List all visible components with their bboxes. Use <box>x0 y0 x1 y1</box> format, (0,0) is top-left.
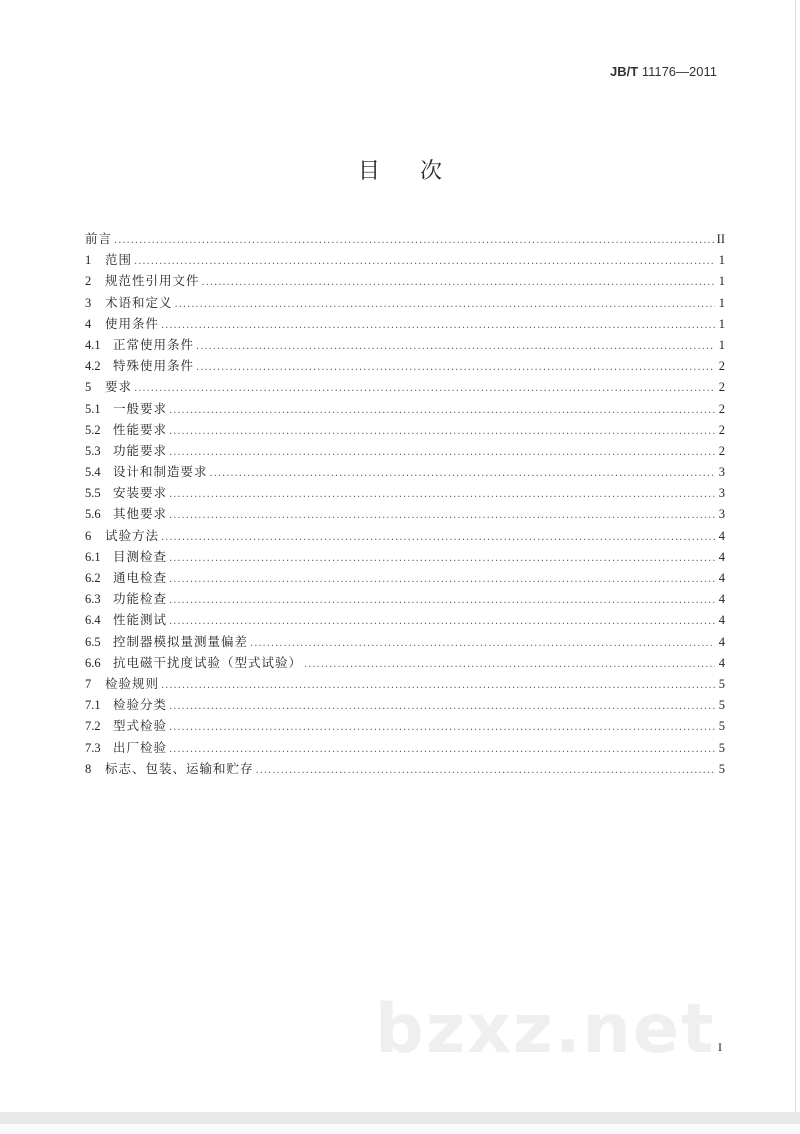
dot-leader <box>169 421 715 442</box>
toc-entry-page: 4 <box>718 592 725 607</box>
standard-prefix: JB/T <box>610 64 639 79</box>
dot-leader <box>161 527 715 548</box>
toc-entry-page: 1 <box>718 253 725 268</box>
toc-entry[interactable] <box>85 609 725 630</box>
toc-entry-number: 4.2 <box>85 359 101 374</box>
toc-entry-label: 性能测试 <box>113 612 168 628</box>
toc-entry-label: 前言 <box>85 231 113 246</box>
toc-entry-number: 7.1 <box>85 698 101 713</box>
toc-entry-label: 出厂检验 <box>113 739 168 755</box>
toc-entry-label: 试验方法 <box>105 527 160 543</box>
toc-entry-page: 2 <box>718 443 725 458</box>
page-separator <box>0 1112 800 1124</box>
dot-leader <box>196 357 715 378</box>
toc-entry[interactable] <box>85 461 725 482</box>
dot-leader <box>161 315 715 336</box>
toc-entry-page: 1 <box>718 337 725 352</box>
toc-entry-page: 2 <box>718 359 725 374</box>
toc-entry-page: 5 <box>718 719 725 734</box>
toc-entry-label: 抗电磁干扰度试验（型式试验） <box>113 654 303 670</box>
toc-entry-label: 安装要求 <box>113 485 168 501</box>
toc-entry-page: 1 <box>718 295 725 310</box>
toc-entry-number: 4.1 <box>85 337 101 352</box>
table-of-contents <box>85 228 725 779</box>
dot-leader <box>169 611 715 632</box>
toc-entry-page: 3 <box>718 465 725 480</box>
toc-entry[interactable] <box>85 737 725 758</box>
toc-entry-number: 6.3 <box>85 592 101 607</box>
toc-entry-number: 3 <box>85 295 92 310</box>
dot-leader <box>210 463 715 484</box>
toc-entry[interactable] <box>85 694 725 715</box>
dot-leader <box>169 717 715 738</box>
toc-entry-label: 目测检查 <box>113 548 168 564</box>
toc-entry[interactable] <box>85 440 725 461</box>
toc-entry-label: 特殊使用条件 <box>113 358 195 374</box>
next-page-edge <box>0 1124 800 1134</box>
dot-leader <box>169 442 715 463</box>
toc-entry[interactable] <box>85 567 725 588</box>
toc-entry-number: 6.6 <box>85 655 101 670</box>
dot-leader <box>169 590 715 611</box>
toc-entry-page: 4 <box>718 613 725 628</box>
dot-leader <box>175 294 715 315</box>
toc-entry-page: 5 <box>718 740 725 755</box>
toc-entry-page: 4 <box>718 549 725 564</box>
toc-entry-label: 检验分类 <box>113 697 168 713</box>
toc-entry-number: 5.2 <box>85 422 101 437</box>
toc-entry[interactable] <box>85 503 725 524</box>
dot-leader <box>169 484 715 505</box>
toc-entry-page: 3 <box>718 486 725 501</box>
toc-entry-number: 6.1 <box>85 549 101 564</box>
toc-entry-page: 1 <box>718 274 725 289</box>
toc-entry[interactable] <box>85 588 725 609</box>
dot-leader <box>169 696 715 717</box>
toc-entry[interactable] <box>85 313 725 334</box>
toc-entry-label: 其他要求 <box>113 506 168 522</box>
dot-leader <box>169 739 715 760</box>
toc-entry-label: 控制器模拟量测量偏差 <box>113 633 249 649</box>
dot-leader <box>169 569 715 590</box>
toc-entry-label: 术语和定义 <box>105 294 173 310</box>
toc-entry-page: 4 <box>718 571 725 585</box>
toc-entry-number: 1 <box>85 253 92 268</box>
toc-entry-label: 使用条件 <box>105 315 160 331</box>
toc-entry-label: 通电检查 <box>113 570 168 585</box>
toc-entry-label: 型式检验 <box>113 718 168 734</box>
toc-entry-label: 功能要求 <box>113 442 168 458</box>
toc-entry-number: 5 <box>85 380 92 395</box>
toc-entry-label: 检验规则 <box>105 675 160 691</box>
toc-entry-label: 性能要求 <box>113 421 168 437</box>
dot-leader <box>250 633 715 654</box>
toc-entry[interactable] <box>85 228 725 249</box>
toc-entry[interactable] <box>85 715 725 736</box>
toc-entry[interactable] <box>85 419 725 440</box>
standard-number: 11176—2011 <box>641 64 717 79</box>
toc-entry-page: 1 <box>718 316 725 331</box>
toc-entry-page: 5 <box>718 698 725 713</box>
toc-entry-page: 5 <box>718 761 725 776</box>
toc-entry-number: 5.5 <box>85 486 101 501</box>
toc-entry-number: 4 <box>85 316 92 331</box>
toc-entry[interactable] <box>85 334 725 355</box>
toc-entry-page: 2 <box>718 422 725 437</box>
toc-entry[interactable] <box>85 758 725 779</box>
toc-entry-page: 5 <box>718 676 725 691</box>
toc-entry-label: 一般要求 <box>113 400 168 416</box>
toc-entry-number: 6.5 <box>85 634 101 649</box>
dot-leader <box>202 272 715 293</box>
toc-entry-number: 7.3 <box>85 740 101 755</box>
toc-entry[interactable] <box>85 249 725 270</box>
toc-entry-number: 6.2 <box>85 571 101 585</box>
toc-entry-number: 8 <box>85 761 92 776</box>
toc-entry-number: 5.3 <box>85 443 101 458</box>
dot-leader <box>114 230 715 251</box>
dot-leader <box>134 378 715 399</box>
dot-leader <box>169 505 715 526</box>
toc-entry-page: 4 <box>718 634 725 649</box>
toc-entry-page: 2 <box>718 380 725 395</box>
dot-leader <box>304 654 715 675</box>
toc-entry-label: 要求 <box>105 379 133 395</box>
dot-leader <box>161 675 715 696</box>
toc-entry-label: 正常使用条件 <box>113 336 195 352</box>
toc-entry-number: 5.1 <box>85 401 101 416</box>
toc-entry[interactable] <box>85 546 725 567</box>
page-folio: I <box>718 1040 722 1054</box>
toc-entry[interactable] <box>85 355 725 376</box>
toc-entry[interactable] <box>85 270 725 291</box>
dot-leader <box>196 336 715 357</box>
toc-entry-page: 4 <box>718 655 725 670</box>
toc-entry-number: 5.4 <box>85 465 101 480</box>
toc-entry-number: 6.4 <box>85 613 101 628</box>
toc-entry-number: 6 <box>85 528 92 543</box>
toc-entry[interactable] <box>85 482 725 503</box>
toc-entry[interactable] <box>85 652 725 673</box>
dot-leader <box>169 400 715 421</box>
toc-entry-label: 范围 <box>105 252 133 268</box>
toc-entry-number: 5.6 <box>85 507 101 522</box>
dot-leader <box>169 548 715 569</box>
page-title: 目次 <box>357 159 482 184</box>
toc-entry[interactable] <box>85 673 725 694</box>
toc-entry-page: 4 <box>718 528 725 543</box>
toc-entry-label: 设计和制造要求 <box>113 464 208 480</box>
toc-entry-label: 规范性引用文件 <box>105 273 200 289</box>
toc-entry-page: II <box>716 232 725 246</box>
toc-entry-page: 3 <box>718 507 725 522</box>
standard-code <box>610 64 717 79</box>
toc-entry[interactable] <box>85 376 725 397</box>
toc-entry-number: 7 <box>85 676 92 691</box>
toc-entry[interactable] <box>85 398 725 419</box>
toc-entry-label: 标志、包装、运输和贮存 <box>105 760 254 776</box>
dot-leader <box>256 760 715 781</box>
toc-entry-label: 功能检查 <box>113 591 168 607</box>
toc-entry-number: 7.2 <box>85 719 101 734</box>
dot-leader <box>134 251 715 272</box>
toc-entry[interactable] <box>85 292 725 313</box>
toc-entry[interactable] <box>85 525 725 546</box>
toc-entry-number: 2 <box>85 274 92 289</box>
watermark: bzxz.net <box>375 990 716 1069</box>
toc-entry[interactable] <box>85 631 725 652</box>
toc-entry-page: 2 <box>718 401 725 416</box>
